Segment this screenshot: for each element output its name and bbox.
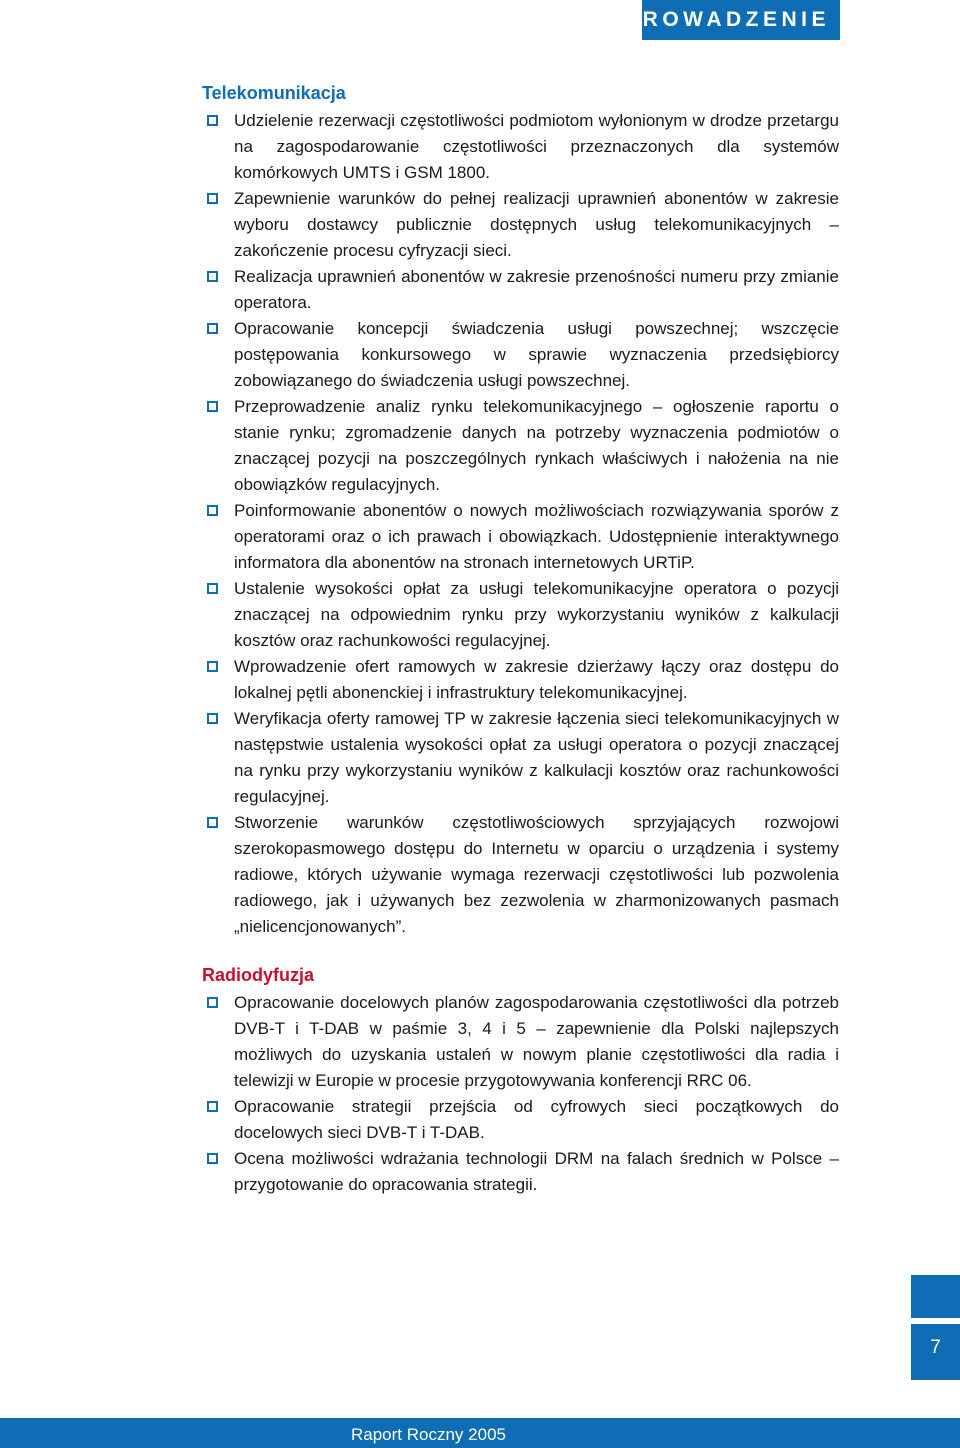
checkbox-bullet-icon [207, 323, 218, 334]
page-number: 7 [930, 1337, 941, 1358]
list-item [202, 990, 839, 1094]
checkbox-bullet-icon [207, 115, 218, 126]
checkbox-bullet-icon [207, 661, 218, 672]
checkbox-bullet-icon [207, 505, 218, 516]
list-item [202, 706, 839, 810]
list-item-text: Zapewnienie warunków do pełnej realizacji uprawnień abonentów w zakresie wyboru dostawcy publicznie dostępnych usług telekomunikacyjnych – zakończenie procesu cyfryzacji sieci. [234, 189, 839, 260]
list-item [202, 108, 839, 186]
section-telekomunikacja [202, 80, 839, 940]
checkbox-bullet-icon [207, 713, 218, 724]
header-bar [599, 0, 840, 40]
checkbox-bullet-icon [207, 817, 218, 828]
checkbox-bullet-icon [207, 401, 218, 412]
list-item-text: Realizacja uprawnień abonentów w zakresie przenośności numeru przy zmianie operatora. [234, 267, 839, 312]
list-item-text: Stworzenie warunków częstotliwościowych sprzyjających rozwojowi szerokopasmowego dostępu do Internetu w oparciu o urządzenia i systemy radiowe, których używanie wymaga rezerwacji częstotliwości lub pozwolenia radiowego, jak i używanych bez zezwolenia w zharmonizowanych pasmach „nielicencjonowanych”. [234, 813, 839, 936]
list-item [202, 316, 839, 394]
list-item-text: Opracowanie docelowych planów zagospodarowania częstotliwości dla potrzeb DVB-T i T-DAB w paśmie 3, 4 i 5 – zapewnienie dla Polski najlepszych możliwych do uzyskania ustaleń w nowym planie częstotliwości dla radia i telewizji w Europie w procesie przygotowywania konferencji RRC 06. [234, 993, 839, 1090]
list-item [202, 394, 839, 498]
section-title: Radiodyfuzja [202, 965, 315, 985]
footer-bar [0, 1418, 960, 1448]
list-item-text: Opracowanie strategii przejścia od cyfrowych sieci początkowych do docelowych sieci DVB-T i T-DAB. [234, 1097, 839, 1142]
list-item [202, 1146, 839, 1198]
list-item-text: Poinformowanie abonentów o nowych możliwościach rozwiązywania sporów z operatorami oraz o ich prawach i obowiązkach. Udostępnienie interaktywnego informatora dla abonentów na stronach internetowych URTiP. [234, 501, 839, 572]
list-item [202, 576, 839, 654]
list-item-text: Opracowanie koncepcji świadczenia usługi powszechnej; wszczęcie postępowania konkursowego w sprawie wyznaczenia przedsiębiorcy zobowiązanego do świadczenia usługi powszechnej. [234, 319, 839, 390]
list-item [202, 498, 839, 576]
header-title: WPROWADZENIE [599, 8, 830, 31]
checkbox-bullet-icon [207, 1101, 218, 1112]
list-item-text: Weryfikacja oferty ramowej TP w zakresie łączenia sieci telekomunikacyjnych w następstwie ustalenia wysokości opłat za usługi operatora o pozycji znaczącej na rynku przy wykorzystaniu wyników z kalkulacji kosztów oraz rachunkowości regulacyjnej. [234, 709, 839, 806]
checkbox-bullet-icon [207, 1153, 218, 1164]
list-item [202, 264, 839, 316]
checkbox-bullet-icon [207, 193, 218, 204]
footer-text: Raport Roczny 2005 [351, 1425, 506, 1444]
page-content [202, 80, 839, 1198]
item-list [202, 990, 839, 1198]
section-title: Telekomunikacja [202, 83, 346, 103]
checkbox-bullet-icon [207, 997, 218, 1008]
checkbox-bullet-icon [207, 583, 218, 594]
checkbox-bullet-icon [207, 271, 218, 282]
list-item [202, 810, 839, 940]
list-item [202, 1094, 839, 1146]
list-item-text: Udzielenie rezerwacji częstotliwości podmiotom wyłonionym w drodze przetargu na zagospodarowanie częstotliwości przeznaczonych dla systemów komórkowych UMTS i GSM 1800. [234, 111, 839, 182]
list-item-text: Przeprowadzenie analiz rynku telekomunikacyjnego – ogłoszenie raportu o stanie rynku; zgromadzenie danych na potrzeby wyznaczenia podmiotów o znaczącej pozycji na poszczególnych rynkach właściwych i nałożenia na nie obowiązków regulacyjnych. [234, 397, 839, 494]
list-item-text: Ustalenie wysokości opłat za usługi telekomunikacyjne operatora o pozycji znaczącej na odpowiednim rynku przy wykorzystaniu wyników z kalkulacji kosztów oraz rachunkowości regulacyjnej. [234, 579, 839, 650]
item-list [202, 108, 839, 940]
section-radiodyfuzja [202, 962, 839, 1198]
list-item [202, 654, 839, 706]
list-item-text: Ocena możliwości wdrażania technologii DRM na falach średnich w Polsce – przygotowanie do opracowania strategii. [234, 1149, 839, 1194]
list-item-text: Wprowadzenie ofert ramowych w zakresie dzierżawy łączy oraz dostępu do lokalnej pętli abonenckiej i infrastruktury telekomunikacyjnej. [234, 657, 839, 702]
page-number-tab [911, 1275, 960, 1380]
list-item [202, 186, 839, 264]
